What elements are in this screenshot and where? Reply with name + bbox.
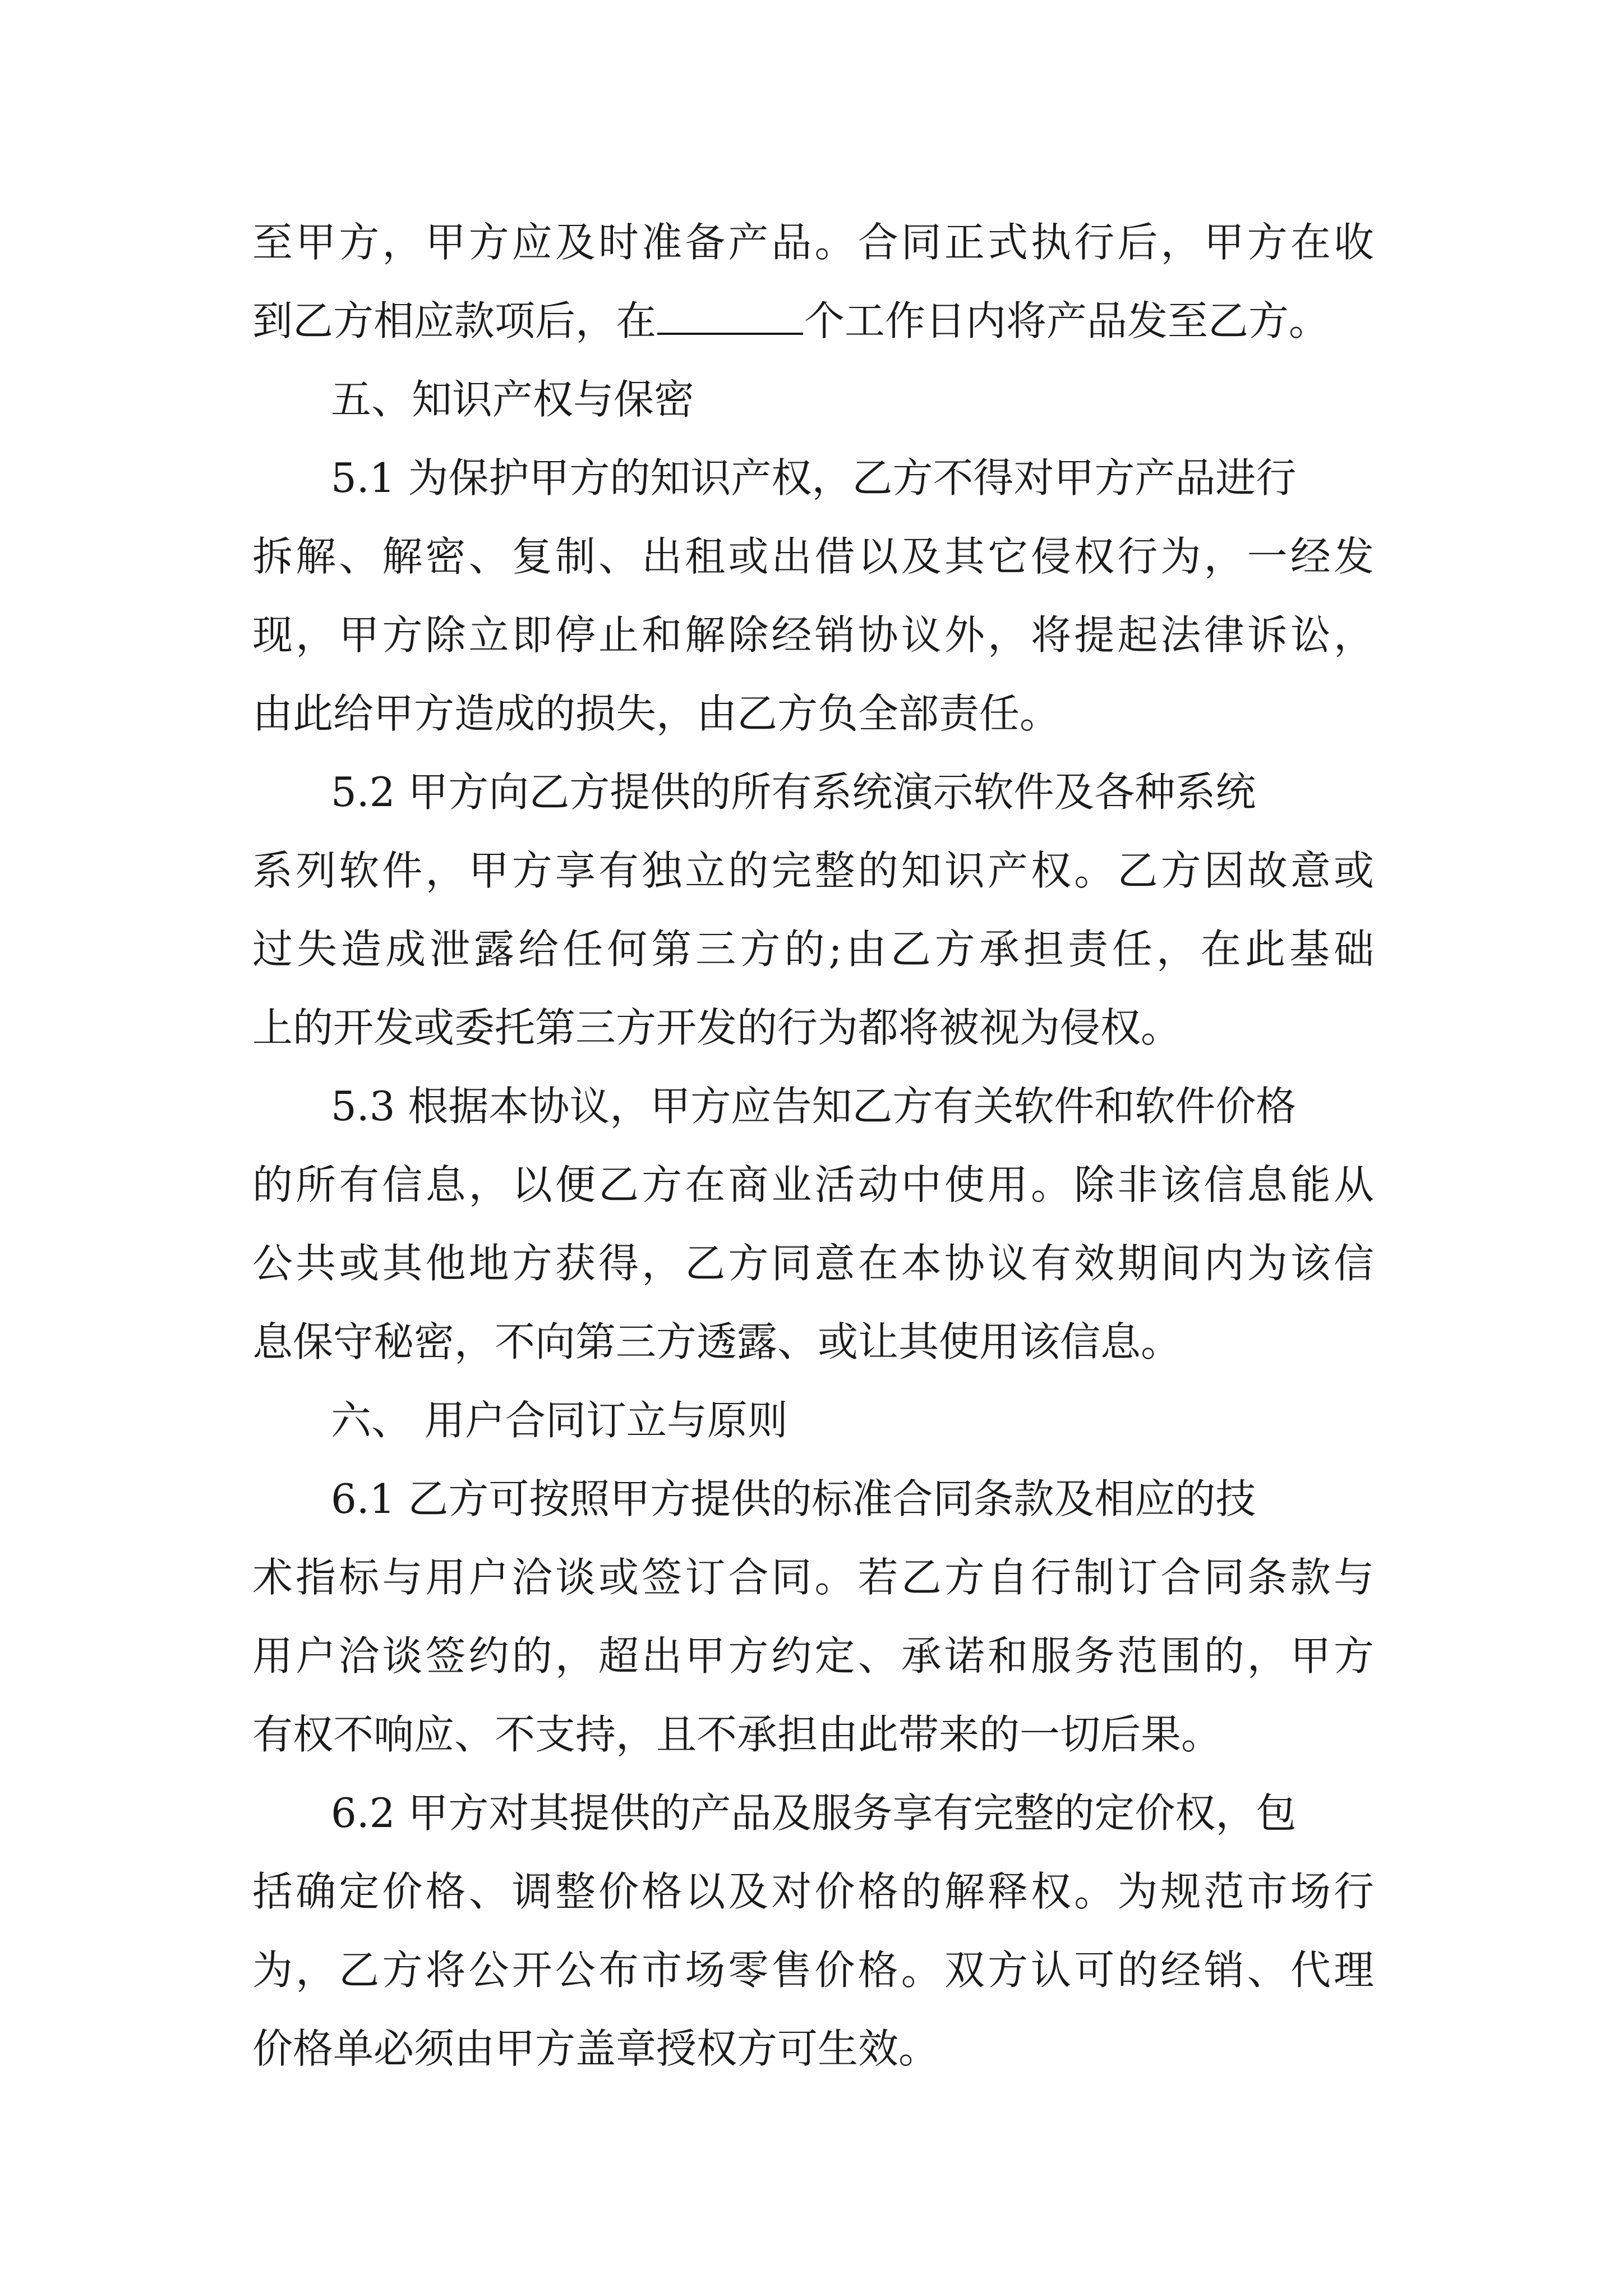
text-line: 现，甲方除立即停止和解除经销协议外，将提起法律诉讼，: [252, 611, 1374, 659]
text-line-with-blank: [252, 287, 1374, 355]
text-line: 为，乙方将公开公布市场零售价格。双方认可的经销、代理: [252, 1947, 1374, 1994]
clause-start: 5.2 甲方向乙方提供的所有系统演示软件及各种系统: [331, 769, 1256, 816]
section-heading: 五、知识产权与保密: [331, 376, 695, 423]
fill-in-blank: [657, 293, 803, 335]
text-line: 系列软件，甲方享有独立的完整的知识产权。乙方因故意或: [252, 847, 1374, 894]
text-line: 上的开发或委托第三方开发的行为都将被视为侵权。: [252, 1004, 1182, 1051]
text-line: 至甲方，甲方应及时准备产品。合同正式执行后，甲方在收: [252, 219, 1374, 266]
section-heading: 六、 用户合同订立与原则: [331, 1397, 788, 1444]
text-line: 过失造成泄露给任何第三方的;由乙方承担责任，在此基础: [252, 926, 1374, 973]
text-line: 用户洽谈签约的，超出甲方约定、承诺和服务范围的，甲方: [252, 1632, 1374, 1680]
clause-start: 5.1 为保护甲方的知识产权，乙方不得对甲方产品进行: [331, 454, 1297, 501]
text-line: 息保守秘密，不向第三方透露、或让其使用该信息。: [252, 1318, 1182, 1365]
text-line: 价格单必须由甲方盖章授权方可生效。: [252, 2025, 939, 2072]
text-fragment: 个工作日内将产品发至乙方。: [804, 297, 1330, 344]
text-line: 括确定价格、调整价格以及对价格的解释权。为规范市场行: [252, 1868, 1374, 1915]
text-line: 术指标与用户洽谈或签订合同。若乙方自行制订合同条款与: [252, 1554, 1374, 1601]
text-fragment: 到乙方相应款项后，在: [252, 297, 657, 344]
text-line: 有权不响应、不支持，且不承担由此带来的一切后果。: [252, 1711, 1222, 1758]
clause-start: 6.2 甲方对其提供的产品及服务享有完整的定价权，包: [331, 1789, 1297, 1837]
text-line: 由此给甲方造成的损失，由乙方负全部责任。: [252, 690, 1061, 737]
clause-start: 5.3 根据本协议，甲方应告知乙方有关软件和软件价格: [331, 1083, 1297, 1130]
clause-start: 6.1 乙方可按照甲方提供的标准合同条款及相应的技: [331, 1475, 1256, 1522]
text-line: 拆解、解密、复制、出租或出借以及其它侵权行为，一经发: [252, 533, 1374, 580]
text-line: 的所有信息，以便乙方在商业活动中使用。除非该信息能从: [252, 1161, 1374, 1208]
text-line: 公共或其他地方获得，乙方同意在本协议有效期间内为该信: [252, 1240, 1374, 1287]
